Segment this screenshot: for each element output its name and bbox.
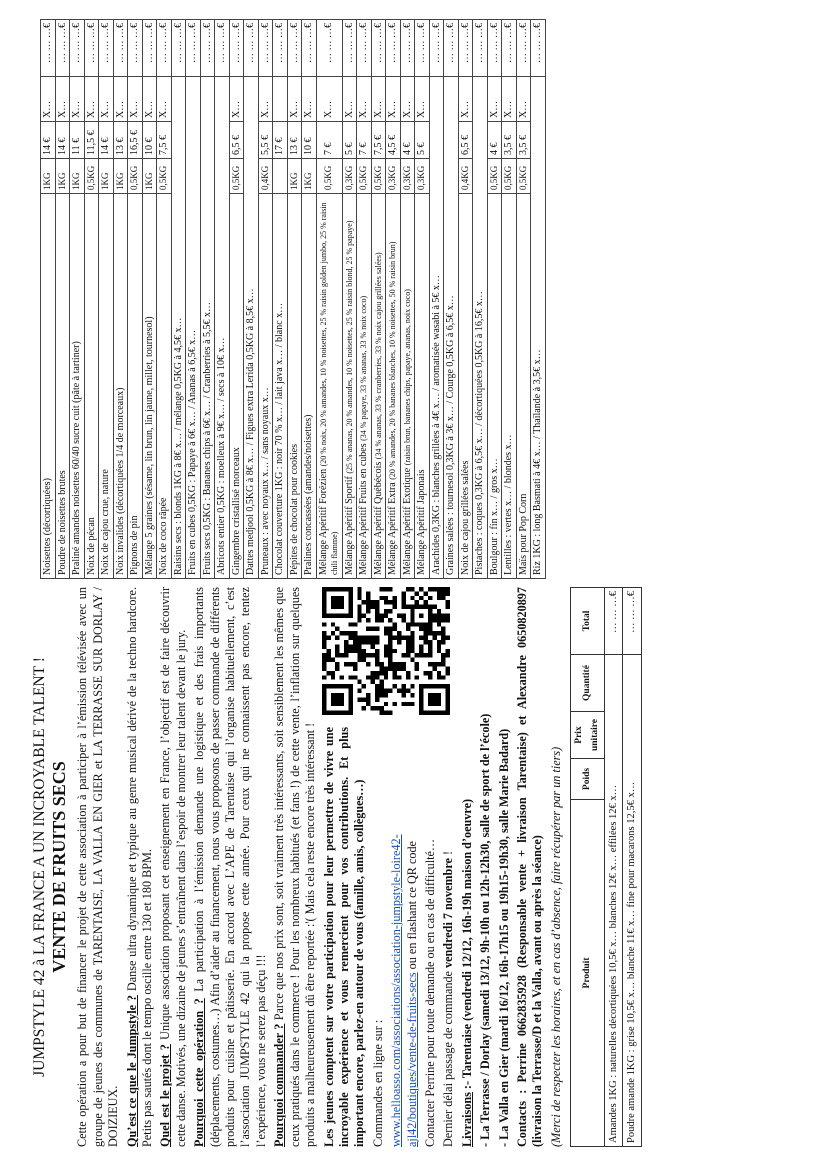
deliveries-valla: - La Valla en Gier (mardi 16/12, 16h-17h15 ou 19h15-19h30, salle Marie Badard): [496, 728, 511, 1147]
product-price: 14 €: [55, 122, 70, 159]
product-name: [258, 194, 273, 579]
quantity-field[interactable]: X…: [458, 77, 473, 122]
product-price: 5,5 €: [258, 122, 273, 159]
product-weight: [273, 159, 288, 194]
table-row: [316, 20, 342, 579]
table-row: [55, 20, 70, 579]
col-total: Total: [571, 588, 605, 655]
helloasso-link[interactable]: www.helloasso.com/associations/association-jumpstyle-loire42-ajl42/boutiques/vente-de-fruits-secs: [389, 834, 419, 1147]
product-name: [142, 194, 157, 579]
product-name: [516, 194, 531, 579]
quantity-field[interactable]: X…: [258, 77, 273, 122]
product-label: Poudre de noisettes brutes: [56, 470, 68, 575]
product-name: [70, 194, 85, 579]
product-label: Abricots entier 0,5KG : moelleux à 9€ x… / secs à 10€ x…: [216, 337, 227, 575]
product-name: [244, 77, 259, 579]
product-name: [171, 77, 186, 579]
table-row: [429, 20, 444, 579]
product-label: Mélange Apéritif Forézien: [317, 468, 329, 575]
total-field[interactable]: … … …€: [113, 20, 128, 77]
product-name: [41, 194, 56, 579]
product-name: [458, 194, 473, 579]
product-weight: 1KG: [302, 159, 317, 194]
product-name: [273, 194, 288, 579]
total-field[interactable]: … … …€: [444, 20, 459, 77]
product-label: Fruits en cubes 0,5KG : Papaye à 6€ x… / Ananas à 6,5€ x…: [187, 329, 198, 575]
table-row: [386, 20, 401, 579]
product-weight: 0,5KG: [128, 159, 143, 194]
product-price: 5 €: [342, 122, 357, 159]
product-price: 7 €: [357, 122, 372, 159]
product-weight: 0,5KG: [357, 159, 372, 194]
table-row: [128, 20, 143, 579]
quantity-field[interactable]: X…: [502, 77, 517, 122]
col-prix: Prix unitaire: [571, 712, 605, 759]
deliveries-tarentaise: :- Tarentaise (vendredi 12/12, 16h-19h maison d’oeuvre): [459, 798, 474, 1093]
table-row: [371, 20, 386, 579]
table-row: [142, 20, 157, 579]
product-composition: (20 % noix, 20 % amandes, 10 % noisettes, 25 % raisin golden jumbo, 25 % raisin chili flamme): [318, 202, 339, 575]
table-row: [215, 20, 230, 579]
col-poids: Poids: [571, 759, 605, 800]
product-price: 13 €: [113, 122, 128, 159]
row-total[interactable]: … … …€: [623, 588, 641, 655]
product-label: Lentilles : vertes x… / blondes x…: [503, 434, 514, 575]
product-label: Pralines concassées (amandes/noisettes): [303, 414, 314, 575]
quantity-field[interactable]: X…: [55, 77, 70, 122]
product-price: 7,5 €: [371, 122, 386, 159]
product-name: [444, 77, 459, 579]
product-price: 6,5 €: [458, 122, 473, 159]
product-label: Mélange Apéritif Extra: [387, 482, 398, 575]
table-row: [458, 20, 473, 579]
table-row: [302, 20, 317, 579]
qr-code[interactable]: [322, 587, 450, 715]
intro-paragraph: Cette opération a pour but de financer le projet de cette association à participer à l’émission télévisée avec un groupe de jeunes des communes de TARENTAISE, LA VALLA EN GIER et LA TERRASSE SUR DORLAY / DOIZIEUX.: [75, 587, 121, 1147]
product-composition: (34 % papaye, 33 % ananas, 33 % noix coco): [359, 295, 368, 441]
table-row: [487, 20, 502, 579]
table-row: [41, 20, 56, 579]
product-weight: 1KG: [142, 159, 157, 194]
product-price: 10 €: [142, 122, 157, 159]
product-label: Chocolat couverture 1KG : noir 70 % x… / lait java x… / blanc x…: [274, 302, 285, 575]
amandes-row[interactable]: Amandes 1KG : naturelles décortiquées 10,5€ x… blanches 12€ x… effilées 12€ x…: [605, 655, 623, 1147]
product-price: 7,5 €: [157, 122, 172, 159]
total-field[interactable]: … … …€: [316, 20, 342, 77]
product-price: 14 €: [99, 122, 114, 159]
table-row: [342, 20, 357, 579]
total-field[interactable]: … … …€: [84, 20, 99, 77]
total-field[interactable]: … … …€: [502, 20, 517, 77]
section-text: Unique association proposant cet enseignement en France, l’objectif est de faire découvrir cette danse. Motivés, une dizaine de jeunes s’entraînent dans l’espoir de montrer leur talent devant le jury.: [158, 587, 188, 1147]
section-jumpstyle: [125, 587, 156, 1147]
info-sections: [125, 587, 319, 1147]
deliveries: [460, 587, 475, 1147]
total-field[interactable]: … … …€: [415, 20, 430, 77]
table-row: [444, 20, 459, 579]
table-row: [157, 20, 172, 579]
product-name: [357, 194, 372, 579]
order-info: [322, 587, 457, 1147]
section-heading: Pourquoi commander ?: [272, 1023, 287, 1147]
products-table: [40, 19, 546, 579]
product-composition: (34 % ananas, 33 % cranberries, 33 % noix cajou grillées salées): [373, 252, 383, 460]
right-column: [40, 19, 546, 579]
quantity-field[interactable]: X…: [342, 77, 357, 122]
product-name: [386, 194, 401, 579]
product-weight: 1KG: [99, 159, 114, 194]
product-price: 6,5 €: [229, 122, 244, 159]
table-row: [400, 20, 415, 579]
table-row: [531, 20, 546, 579]
table-row: [273, 20, 288, 579]
total-field[interactable]: … … …€: [70, 20, 85, 77]
quantity-field[interactable]: X…: [316, 77, 342, 122]
quantity-field[interactable]: X…: [113, 77, 128, 122]
product-name: [84, 194, 99, 579]
product-name: [55, 194, 70, 579]
product-composition: (25 % ananas, 20 % amandes, 10 % noisettes, 25 % raisin blond, 25 % papaye): [344, 220, 354, 474]
product-label: Pruneaux : avec noyaux x… / sans noyaux x…: [259, 387, 271, 575]
product-weight: 1KG: [70, 159, 85, 194]
online-after: ou en flashant ce QR code: [404, 841, 419, 973]
section-heading: Pourquoi cette opération ?: [192, 998, 207, 1147]
product-weight: 0,5KG: [371, 159, 386, 194]
product-label: Praliné amandes noisettes 60/40 sucre cuit (pâte à tartiner): [71, 341, 82, 575]
quantity-field[interactable]: X…: [41, 77, 56, 122]
table-row: [516, 20, 531, 579]
product-label: Boulgour : fin x… / gros x…: [488, 458, 500, 575]
quantity-field[interactable]: X…: [229, 77, 244, 122]
product-price: 11 €: [70, 122, 85, 159]
quantity-field[interactable]: X…: [487, 77, 502, 122]
total-field[interactable]: … … …€: [400, 20, 415, 77]
table-row: [244, 20, 259, 579]
product-label: Mélange 5 graines (sésame, lin brun, lin jaune, millet, tournesol): [143, 316, 155, 575]
product-name: [287, 194, 302, 579]
total-field[interactable]: … … …€: [157, 20, 172, 77]
product-price: 5 €: [415, 122, 430, 159]
total-field[interactable]: … … …€: [371, 20, 386, 77]
quantity-field[interactable]: X…: [287, 77, 302, 122]
quantity-field[interactable]: [273, 77, 288, 122]
total-field[interactable]: … … …€: [258, 20, 273, 77]
product-weight: 0,3KG: [415, 159, 430, 194]
table-row: [99, 20, 114, 579]
total-field[interactable]: … … …€: [429, 20, 444, 77]
product-label: Raisins secs : blonds 1KG à 8€ x… / mélange 0,5KG à 4,5€ x…: [172, 317, 184, 575]
total-field[interactable]: … … …€: [357, 20, 372, 77]
table-row: [287, 20, 302, 579]
section-commander: [272, 587, 318, 1147]
total-field[interactable]: … … …€: [229, 20, 244, 77]
col-produit: Produit: [571, 800, 605, 1147]
product-weight: 0,5KG: [229, 159, 244, 194]
quantity-field[interactable]: X…: [70, 77, 85, 122]
product-label: Mélange Apéritif Québécois: [372, 461, 384, 575]
quantity-field[interactable]: X…: [99, 77, 114, 122]
quantity-field[interactable]: X…: [84, 77, 99, 122]
section-heading: Quel est le projet ?: [158, 1044, 173, 1147]
product-name: [473, 77, 488, 579]
product-price: 7 €: [316, 122, 342, 159]
table-row: [171, 20, 186, 579]
product-label: Mélange Apéritif Sportif: [343, 476, 355, 575]
product-price: 4 €: [487, 122, 502, 159]
product-name: [200, 77, 215, 579]
total-field[interactable]: … … …€: [473, 20, 488, 77]
left-column: [30, 587, 642, 1147]
product-weight: 0,3KG: [342, 159, 357, 194]
total-field[interactable]: … … …€: [386, 20, 401, 77]
total-field[interactable]: … … …€: [531, 20, 546, 77]
poudre-amande-row[interactable]: Poudre amande 1KG : grise 10,5€ x… blanche 11€ x… fine pour macarons 12,5€ x…: [623, 655, 641, 1147]
product-price: 14 €: [41, 122, 56, 159]
section-operation: [192, 587, 269, 1147]
quantity-field[interactable]: X…: [400, 77, 415, 122]
table-row: [623, 588, 641, 1147]
title-line-2: VENTE DE FRUITS SECS: [49, 761, 69, 973]
product-label: Mélange Apéritif Exotique: [401, 467, 413, 575]
qr-code-graphic: [322, 587, 450, 715]
product-label: Mélange Apéritif Fruits en cubes: [358, 443, 369, 575]
product-price: 13 €: [287, 122, 302, 159]
total-field[interactable]: … … …€: [458, 20, 473, 77]
deadline-text: Dernier délai passage de commande: [441, 967, 456, 1147]
deadline: [441, 727, 456, 1147]
order-table-header: [571, 588, 605, 1147]
table-row: [186, 20, 201, 579]
table-row: [502, 20, 517, 579]
section-text: La participation à l’émission demande une logistique et des frais importants (déplacements, costumes…) Afin d’aider au financement, nous vous proposons de passer commande de différents produits pour cuisine et pâtisserie. En accord avec L’APE de Tarentaise qui l’organise habituellement, c’est l’association JUMPSTYLE 42 qui la propose cette année. Pour ceux qui ne connaissent pas encore, tentez l’expérience, vous ne serez pas déçu !!!: [192, 587, 268, 1147]
table-row: [70, 20, 85, 579]
total-field[interactable]: … … …€: [287, 20, 302, 77]
contacts: Contacts : Perrine 0662835928 (Responsable vente + livraison Tarentaise) et Alexandre 0650820897 (livraison la Terrasse/D et la Valla, avant ou après la séance): [514, 587, 545, 1147]
table-row: [415, 20, 430, 579]
product-name: [429, 77, 444, 579]
product-name: [316, 194, 342, 579]
product-price: 3,5 €: [502, 122, 517, 159]
total-field[interactable]: … … …€: [186, 20, 201, 77]
product-weight: 0,5KG: [157, 159, 172, 194]
product-composition: (raisin brun, bananes chips, papaye, ananas, noix coco): [402, 289, 412, 466]
table-row: [84, 20, 99, 579]
product-weight: 0,5KG: [84, 159, 99, 194]
product-weight: 0,4KG: [458, 159, 473, 194]
product-composition: (20 % amandes, 20 % bananes blanches, 10 % noisettes, 50 % raisin brun): [388, 241, 397, 480]
product-price: 11,5 €: [84, 122, 99, 159]
product-label: Dattes medjool 0,5KG à 8€ x… / Figues extra Lerida 0,5KG à 8,5€ x…: [245, 288, 256, 575]
deliveries-terrasse: - La Terrasse / Dorlay (samedi 13/12, 9h-10h ou 12h-12h30, salle de sport de l’école): [478, 713, 493, 1147]
quantity-field[interactable]: X…: [415, 77, 430, 122]
product-weight: 1KG: [41, 159, 56, 194]
total-field[interactable]: … … …€: [99, 20, 114, 77]
product-label: Riz 1KG : long Basmati à 4€ x… / Thaïlande à 3,5€ x…: [532, 349, 543, 575]
product-name: [215, 77, 230, 579]
product-label: Mélange Apéritif Japonais: [416, 469, 427, 575]
product-price: 4 €: [400, 122, 415, 159]
delivery-note: (Merci de respecter les horaires, et en cas d’absence, faire récupérer par un tiers): [548, 746, 563, 1147]
product-name: [128, 194, 143, 579]
product-label: Noix de cajou grillées salées: [459, 460, 471, 575]
product-label: Pignons de pin: [129, 515, 140, 575]
product-label: Noix de cajou crue, nature: [100, 469, 111, 575]
product-label: Noisettes (décortiquées): [42, 478, 53, 575]
contact-perrine: Contacter Perrine pour toute demande ou en cas de difficulté…: [422, 838, 437, 1147]
product-price: 16,5 €: [128, 122, 143, 159]
product-name: [229, 194, 244, 579]
table-row: [200, 20, 215, 579]
product-name: [113, 194, 128, 579]
total-field[interactable]: … … …€: [41, 20, 56, 77]
section-text: Danse ultra dynamique et typique au genre musical dérivé de la techno hardcore. Petits pas sautés dont le tempo oscille entre 130 et 180 BPM.: [124, 587, 155, 1147]
quantity-field[interactable]: X…: [157, 77, 172, 122]
product-weight: 1KG: [55, 159, 70, 194]
section-projet: [158, 587, 189, 1147]
total-field[interactable]: … … …€: [302, 20, 317, 77]
table-row: [258, 20, 273, 579]
product-weight: 0,3KG: [400, 159, 415, 194]
col-quantite: Quantité: [571, 655, 605, 712]
product-label: Graines salées : tournesol 0,3KG à 3€ x… / Courge 0,5KG à 6,5€ x…: [445, 295, 456, 575]
product-label: Noix invalides (décortiquées 1/4 de morceaux): [114, 387, 126, 575]
product-weight: 0,3KG: [386, 159, 401, 194]
product-name: [371, 194, 386, 579]
total-field[interactable]: … … …€: [487, 20, 502, 77]
row-total[interactable]: … … …€: [605, 588, 623, 655]
product-weight: 0,4KG: [258, 159, 273, 194]
table-row: [473, 20, 488, 579]
total-field[interactable]: … … …€: [142, 20, 157, 77]
product-weight: 1KG: [287, 159, 302, 194]
total-field[interactable]: … … …€: [128, 20, 143, 77]
total-field[interactable]: … … …€: [516, 20, 531, 77]
product-weight: 0,5KG: [516, 159, 531, 194]
product-label: Fruits secs 0,5KG : Bananes chips à 6€ x… / Cranberries à 5,5€ x…: [201, 301, 213, 575]
quantity-field[interactable]: X…: [371, 77, 386, 122]
product-weight: 0,5KG: [316, 159, 342, 194]
section-text: Parce que nos prix sont, soit vraiment très intéressants, soit sensiblement les mêmes que ceux pratiqués dans le commerce ! Pour les nombreux habitués (et fans !) de cette vente, l’inflation sur quelques produits a malheureusement dû être reportée :'( Mais cela reste encore très intéressant !: [272, 587, 318, 1147]
product-weight: 0,5KG: [502, 159, 517, 194]
product-label: Maïs pour Pop Corn: [517, 493, 529, 575]
quantity-field[interactable]: X…: [128, 77, 143, 122]
product-label: Gingembre cristallisé morceaux: [230, 447, 242, 575]
title-line-1: JUMPSTYLE 42 à LA FRANCE A UN INCROYABLE TALENT !: [31, 657, 48, 1077]
product-name: [99, 194, 114, 579]
table-row: [113, 20, 128, 579]
product-name: [302, 194, 317, 579]
quantity-field[interactable]: X…: [386, 77, 401, 122]
total-field[interactable]: … … …€: [273, 20, 288, 77]
product-price: 4,5 €: [386, 122, 401, 159]
product-weight: 0,5KG: [487, 159, 502, 194]
product-name: [186, 77, 201, 579]
table-row: [229, 20, 244, 579]
table-row: [357, 20, 372, 579]
product-label: Arachides 0,3KG : blanches grillées à 4€ x… / aromatisée wasabi à 5€ x…: [430, 275, 442, 575]
deadline-end: !: [441, 850, 456, 859]
product-name: [531, 77, 546, 579]
total-field[interactable]: … … …€: [200, 20, 215, 77]
product-name: [415, 194, 430, 579]
order-table: [570, 587, 642, 1147]
total-field[interactable]: … … …€: [342, 20, 357, 77]
product-name: [157, 194, 172, 579]
quantity-field[interactable]: X…: [516, 77, 531, 122]
product-label: Noix de pécan: [85, 517, 97, 575]
online-label: Commandes en ligne sur :: [370, 1019, 385, 1147]
total-field[interactable]: … … …€: [244, 20, 259, 77]
quantity-field[interactable]: X…: [142, 77, 157, 122]
total-field[interactable]: … … …€: [215, 20, 230, 77]
section-heading: Qu’est ce que le Jumpstyle ?: [124, 994, 139, 1147]
deadline-date: vendredi 7 novembre: [441, 858, 456, 968]
product-name: [342, 194, 357, 579]
table-row: [605, 588, 623, 1147]
total-field[interactable]: … … …€: [171, 20, 186, 77]
online-line: [389, 727, 420, 1147]
product-label: Noix de coco râpée: [158, 497, 169, 575]
product-price: 3,5 €: [516, 122, 531, 159]
product-price: 17 €: [273, 122, 288, 159]
product-label: Pistaches : coques 0,3KG à 6,5€ x… / décortiquées 0,5KG à 16,5€ x…: [474, 291, 485, 575]
quantity-field[interactable]: X…: [357, 77, 372, 122]
appeal-text: Les jeunes comptent sur votre participation pour leur permettre de vivre une incroyable expérience et vous remercient pour vos contributions. Et plus important encore, parlez-en autour de vous (famille, amis, collègues…): [321, 727, 367, 1147]
total-field[interactable]: … … …€: [55, 20, 70, 77]
product-price: 10 €: [302, 122, 317, 159]
product-name: [400, 194, 415, 579]
deliveries-label: Livraisons: [459, 1092, 474, 1147]
product-name: [502, 194, 517, 579]
product-name: [487, 194, 502, 579]
product-label: Pépites de chocolat pour cookies: [288, 443, 300, 575]
product-weight: 1KG: [113, 159, 128, 194]
quantity-field[interactable]: X…: [302, 77, 317, 122]
